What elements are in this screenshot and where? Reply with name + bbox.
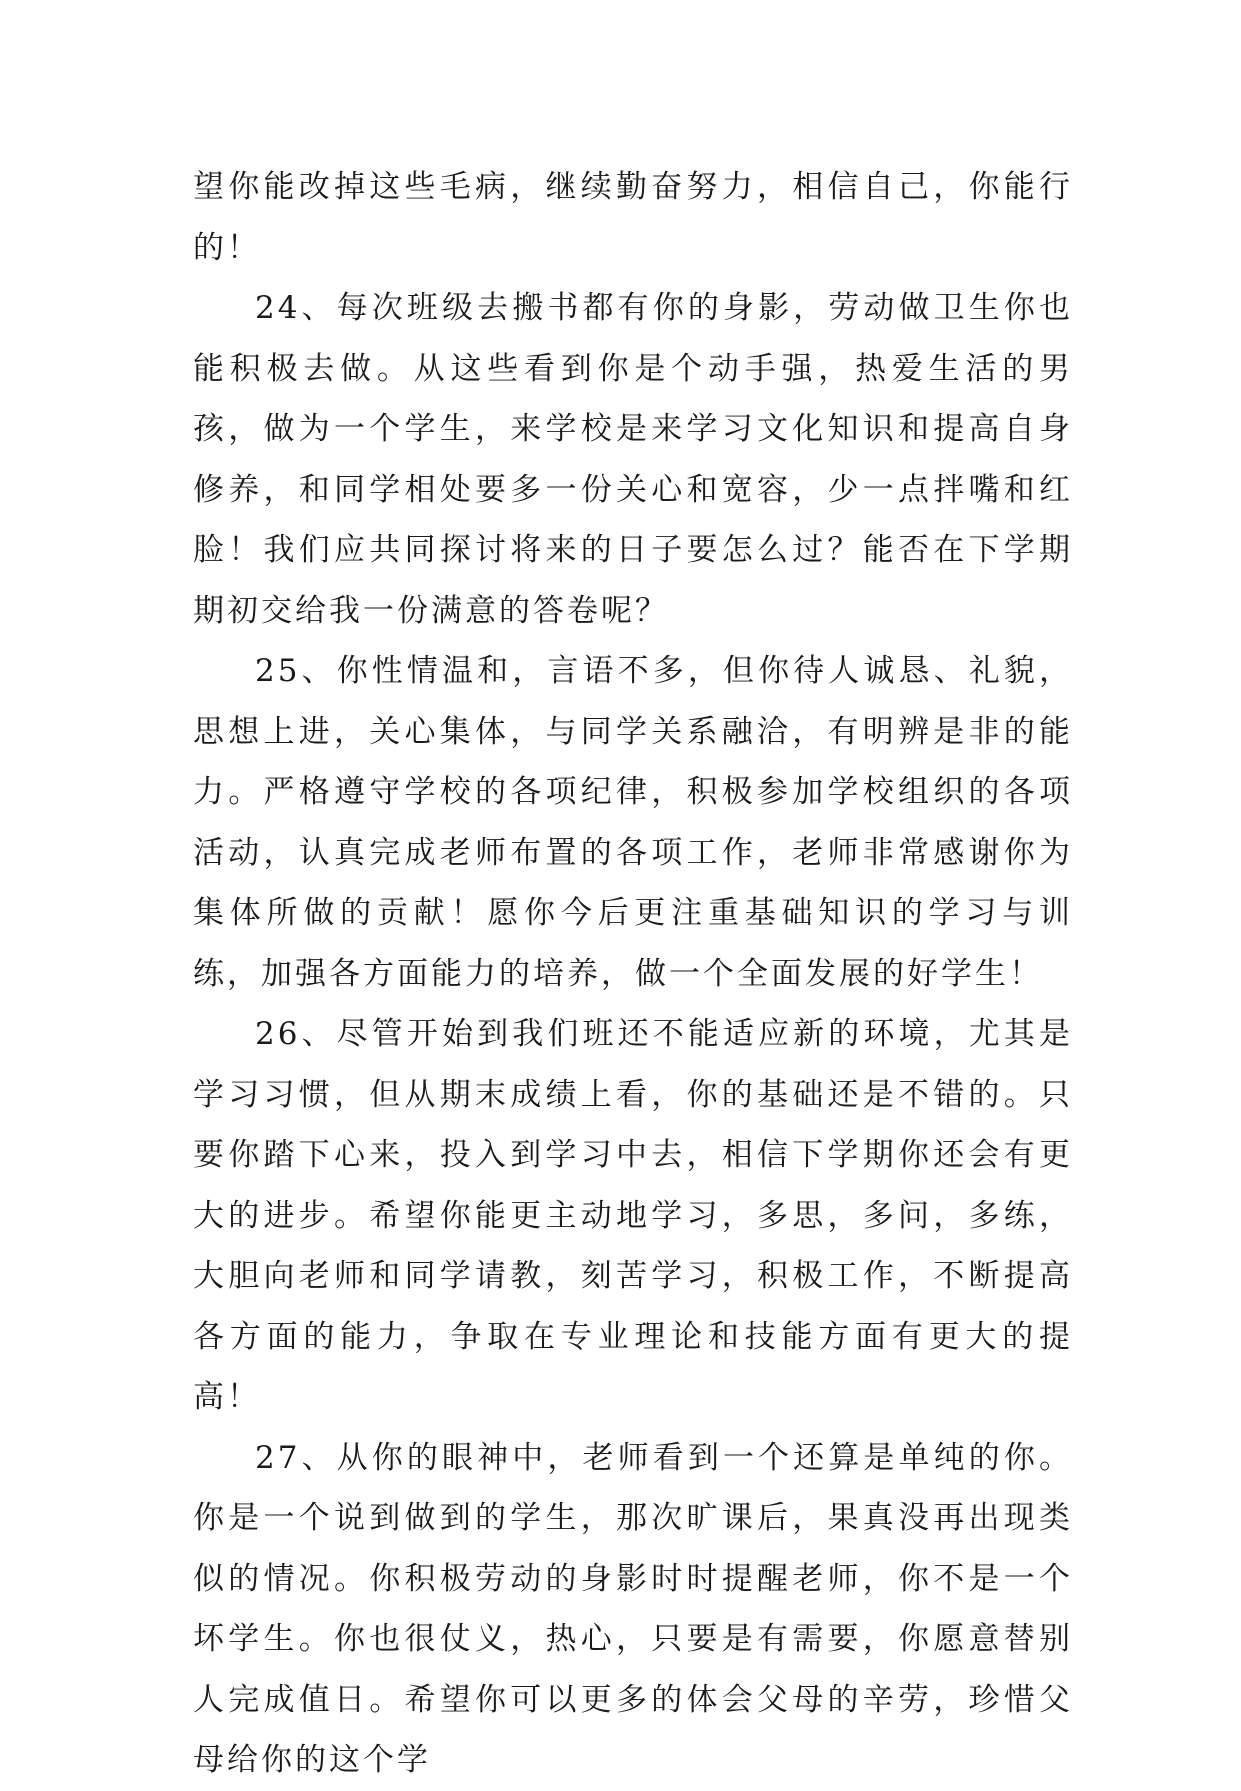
paragraph-comment-24: 24、每次班级去搬书都有你的身影，劳动做卫生你也能积极去做。从这些看到你是个动手强，热爱生活的男孩，做为一个学生，来学校是来学习文化知识和提高自身修养，和同学相处要多一份关心和宽容，少一点拌嘴和红脸！我们应共同探讨将来的日子要怎么过？能否在下学期期初交给我一份满意的答卷呢？ [193,290,1073,629]
paragraph-comment-27: 27、从你的眼神中，老师看到一个还算是单纯的你。你是一个说到做到的学生，那次旷课后，果真没再出现类似的情况。你积极劳动的身影时时提醒老师，你不是一个坏学生。你也很仗义，热心，只要是有需要，你愿意替别人完成值日。希望你可以更多的体会父母的辛劳，珍惜父母给你的这个学 [193,1439,1073,1778]
paragraph-comment-25: 25、你性情温和，言语不多，但你待人诚恳、礼貌，思想上进，关心集体，与同学关系融洽，有明辨是非的能力。严格遵守学校的各项纪律，积极参加学校组织的各项活动，认真完成老师布置的各项工作，老师非常感谢你为集体所做的贡献！愿你今后更注重基础知识的学习与训练，加强各方面能力的培养，做一个全面发展的好学生！ [193,653,1073,992]
document-body [193,157,1073,1791]
paragraph-comment-26: 26、尽管开始到我们班还不能适应新的环境，尤其是学习习惯，但从期末成绩上看，你的基础还是不错的。只要你踏下心来，投入到学习中去，相信下学期你还会有更大的进步。希望你能更主动地学习，多思，多问，多练，大胆向老师和同学请教，刻苦学习，积极工作，不断提高各方面的能力，争取在专业理论和技能方面有更大的提高！ [193,1016,1073,1415]
paragraph-continuation: 望你能改掉这些毛病，继续勤奋努力，相信自己，你能行的！ [193,169,1073,266]
